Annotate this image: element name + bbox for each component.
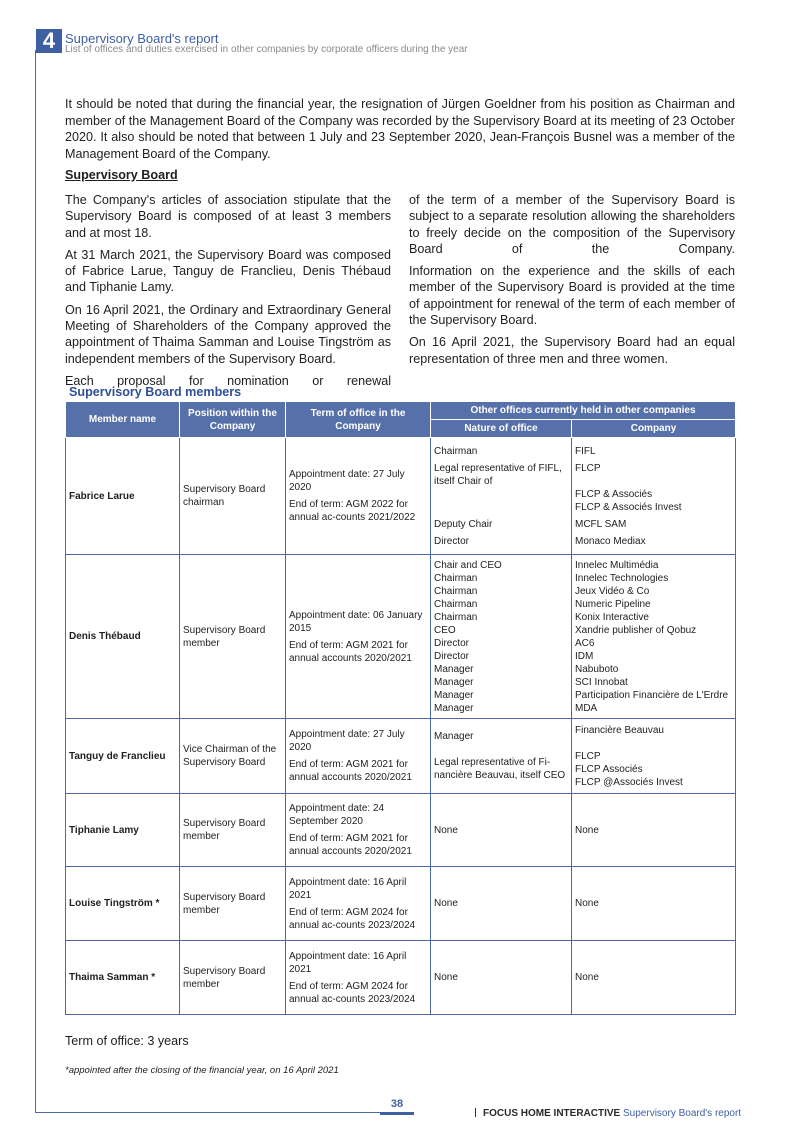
table-row [66, 438, 736, 555]
list-item: Chairman [434, 585, 478, 597]
list-item: SCI Innobat [575, 676, 628, 688]
nature-of-office: None [431, 794, 572, 867]
list-item: FLCP & Associés [575, 488, 653, 500]
paragraph-gender-balance: On 16 April 2021, the Supervisory Board had an equal representation of three men and three women. [409, 335, 735, 366]
list-item: Manager [434, 689, 474, 701]
left-text-column [65, 192, 391, 395]
header-term: Term of office in the Company [286, 402, 431, 438]
end-of-term: End of term: AGM 2024 for annual ac-counts 2023/2024 [289, 980, 416, 1005]
table-row [66, 719, 736, 794]
list-item: Xandrie publisher of Qobuz [575, 624, 697, 636]
member-term [286, 867, 431, 941]
intro-paragraph: It should be noted that during the financial year, the resignation of Jürgen Goeldner from his position as Chairman and member of the Management Board of the Company was recorded by the Supervisory Board at its meeting of 23 October 2020. It also should be noted that between 1 July and 23 September 2020, Jean-François Busnel was a member of the Management Board of the Company. [65, 97, 735, 161]
member-term [286, 719, 431, 794]
table-row [66, 941, 736, 1015]
list-item: FLCP & Associés Invest [575, 501, 682, 513]
list-item: Director [434, 637, 470, 649]
footer-company: FOCUS HOME INTERACTIVE [483, 1108, 621, 1119]
page-number-bar [380, 1112, 414, 1115]
nature-of-office [431, 438, 572, 555]
table-row [66, 794, 736, 867]
section-title: Supervisory Board [65, 168, 178, 182]
term-of-office-note: Term of office: 3 years [65, 1034, 189, 1048]
member-name: Fabrice Larue [66, 438, 180, 555]
list-item: Innelec Technologies [575, 572, 669, 584]
footer-divider [475, 1108, 476, 1117]
list-item: Manager [434, 663, 474, 675]
company: None [572, 794, 736, 867]
nature-of-office: None [431, 867, 572, 941]
member-name: Tiphanie Lamy [66, 794, 180, 867]
member-term [286, 794, 431, 867]
nature-of-office [431, 719, 572, 794]
end-of-term: End of term: AGM 2021 for annual accounts 2020/2021 [289, 639, 412, 664]
company [572, 555, 736, 719]
footer-section: Supervisory Board's report [623, 1108, 742, 1119]
chapter-number-badge: 4 [36, 29, 62, 53]
list-item: Manager [434, 676, 474, 688]
member-position: Supervisory Board member [180, 941, 286, 1015]
member-position: Supervisory Board member [180, 867, 286, 941]
list-item: Manager [434, 731, 474, 742]
list-item: FLCP [575, 462, 601, 474]
list-item: FLCP @Associés Invest [575, 776, 683, 788]
list-item: Manager [434, 702, 474, 714]
footnote: *appointed after the closing of the financial year, on 16 April 2021 [65, 1065, 339, 1076]
footer-running-title [483, 1108, 741, 1119]
nature-of-office [431, 555, 572, 719]
list-item: FLCP [575, 750, 601, 762]
member-position: Supervisory Board member [180, 555, 286, 719]
list-item: Financière Beauvau [575, 724, 664, 736]
list-item: Chairman [434, 445, 478, 457]
list-item: IDM [575, 650, 594, 662]
member-name: Tanguy de Franclieu [66, 719, 180, 794]
appointment-date: Appointment date: 27 July 2020 [289, 729, 405, 753]
page-frame-left-rule [35, 50, 36, 1112]
list-item: Director [434, 535, 470, 547]
table-row [66, 867, 736, 941]
member-name: Denis Thébaud [66, 555, 180, 719]
list-item: Chairman [434, 598, 478, 610]
end-of-term: End of term: AGM 2021 for annual accounts 2020/2021 [289, 759, 412, 783]
end-of-term: End of term: AGM 2024 for annual ac-counts 2023/2024 [289, 906, 416, 931]
nature-of-office: None [431, 941, 572, 1015]
paragraph-nomination-continued: of the term of a member of the Supervisory Board is subject to a separate resolution allowing the shareholders to freely decide on the composition of the Supervisory Board of the Company. [409, 193, 735, 256]
member-name: Louise Tingström * [66, 867, 180, 941]
member-position: Supervisory Board member [180, 794, 286, 867]
paragraph-experience-skills: Information on the experience and the skills of each member of the Supervisory Board is provided at the time of appointment for renewal of the term of each member of the Supervisory Board. [409, 264, 735, 328]
list-item: Chairman [434, 572, 478, 584]
paragraph-board-composition: At 31 March 2021, the Supervisory Board was composed of Fabrice Larue, Tanguy de Franclieu, Denis Thébaud and Tiphanie Lamy. [65, 247, 391, 295]
member-term [286, 438, 431, 555]
appointment-date: Appointment date: 06 January 2015 [289, 609, 423, 634]
list-item: Innelec Multimédia [575, 559, 659, 571]
list-item: MDA [575, 702, 598, 714]
right-text-column [409, 192, 735, 373]
end-of-term: End of term: AGM 2021 for annual accounts 2020/2021 [289, 833, 412, 857]
paragraph-agm-appointment: On 16 April 2021, the Ordinary and Extraordinary General Meeting of Shareholders of the Company approved the appointment of Thaima Samman and Louise Tingström as independent members of the Supervisory Board. [65, 302, 391, 366]
list-item: MCFL SAM [575, 518, 627, 530]
supervisory-board-members-table [65, 401, 736, 1015]
list-item: FLCP Associés [575, 763, 643, 775]
list-item: Participation Financière de L'Erdre [575, 689, 729, 701]
list-item: Monaco Mediax [575, 535, 646, 547]
end-of-term: End of term: AGM 2022 for annual ac-counts 2021/2022 [289, 499, 416, 523]
list-item: FIFL [575, 445, 596, 457]
list-item: Chairman [434, 611, 478, 623]
list-item: CEO [434, 624, 456, 636]
appointment-date: Appointment date: 27 July 2020 [289, 469, 405, 493]
list-item: Konix Interactive [575, 611, 649, 623]
appointment-date: Appointment date: 16 April 2021 [289, 950, 407, 975]
list-item: Legal representative of Fi-nancière Beauvau, itself CEO [434, 757, 566, 781]
list-item: AC6 [575, 637, 595, 649]
header-company: Company [572, 420, 736, 438]
member-position: Vice Chairman of the Supervisory Board [180, 719, 286, 794]
header-member-name: Member name [66, 402, 180, 438]
header-title: Supervisory Board's report [65, 31, 219, 46]
table-title: Supervisory Board members [69, 385, 242, 399]
table-row [66, 555, 736, 719]
paragraph-nomination-start: Each proposal for nomination or renewal [65, 373, 391, 388]
list-item: Nabuboto [575, 663, 619, 675]
company [572, 719, 736, 794]
member-term [286, 555, 431, 719]
page-frame-bottom-rule [35, 1112, 380, 1113]
company: None [572, 941, 736, 1015]
list-item: Director [434, 650, 470, 662]
appointment-date: Appointment date: 16 April 2021 [289, 876, 407, 901]
header-other-offices: Other offices currently held in other companies [431, 402, 736, 420]
member-term [286, 941, 431, 1015]
list-item: Deputy Chair [434, 518, 493, 530]
company: None [572, 867, 736, 941]
header-position: Position within the Company [180, 402, 286, 438]
paragraph-board-size: The Company's articles of association stipulate that the Supervisory Board is composed of at least 3 members and at most 18. [65, 193, 391, 240]
list-item: Legal representative of FIFL, itself Chair of [434, 462, 562, 487]
header-subtitle: List of offices and duties exercised in other companies by corporate officers during the year [65, 44, 468, 55]
appointment-date: Appointment date: 24 September 2020 [289, 803, 385, 827]
page-number: 38 [390, 1098, 404, 1110]
company [572, 438, 736, 555]
list-item: Numeric Pipeline [575, 598, 651, 610]
list-item: Chair and CEO [434, 559, 502, 571]
member-name: Thaima Samman * [66, 941, 180, 1015]
list-item: Jeux Vidéo & Co [575, 585, 650, 597]
header-nature: Nature of office [431, 420, 572, 438]
member-position: Supervisory Board chairman [180, 438, 286, 555]
